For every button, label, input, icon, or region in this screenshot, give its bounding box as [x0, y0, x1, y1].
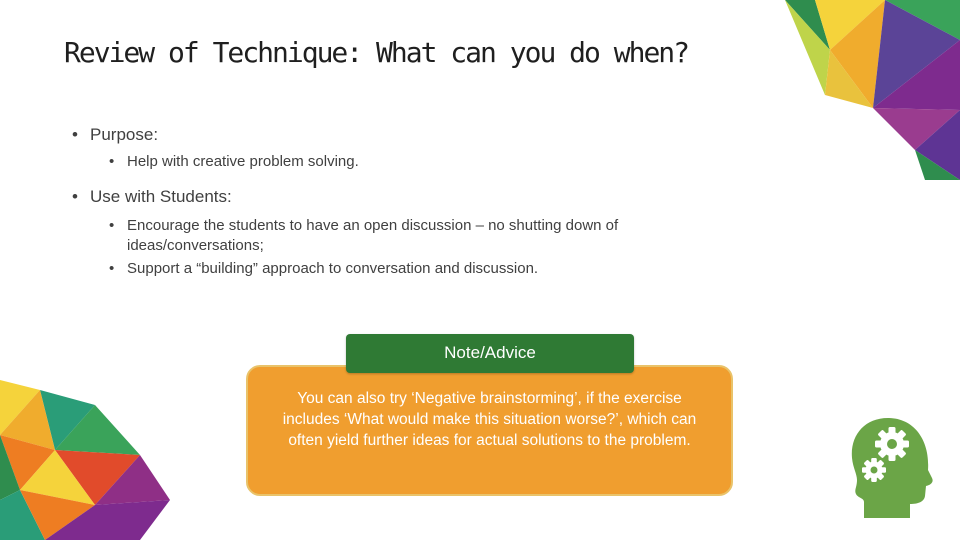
geometric-decoration-bottom-left	[0, 380, 175, 540]
geometric-decoration-top-right	[785, 0, 960, 180]
bullet-purpose-item: • Help with creative problem solving.	[109, 152, 752, 172]
bullet-students-item-1: • Encourage the students to have an open discussion – no shutting down of ideas/conversations;	[109, 216, 752, 256]
slide-title: Review of Technique: What can you do when?	[64, 36, 689, 69]
bullet-use-with-students: • Use with Students:	[72, 186, 752, 208]
bullet-purpose: • Purpose:	[72, 124, 752, 146]
bullet-students-item-2: • Support a “building” approach to conversation and discussion.	[109, 259, 752, 279]
note-body: You can also try ‘Negative brainstorming’, if the exercise includes ‘What would make this situation worse?’, which can often yield further ideas for actual solutions to the problem.	[246, 365, 733, 496]
bullet-list	[72, 124, 752, 279]
head-gears-icon	[848, 416, 936, 518]
note-header: Note/Advice	[346, 334, 634, 373]
